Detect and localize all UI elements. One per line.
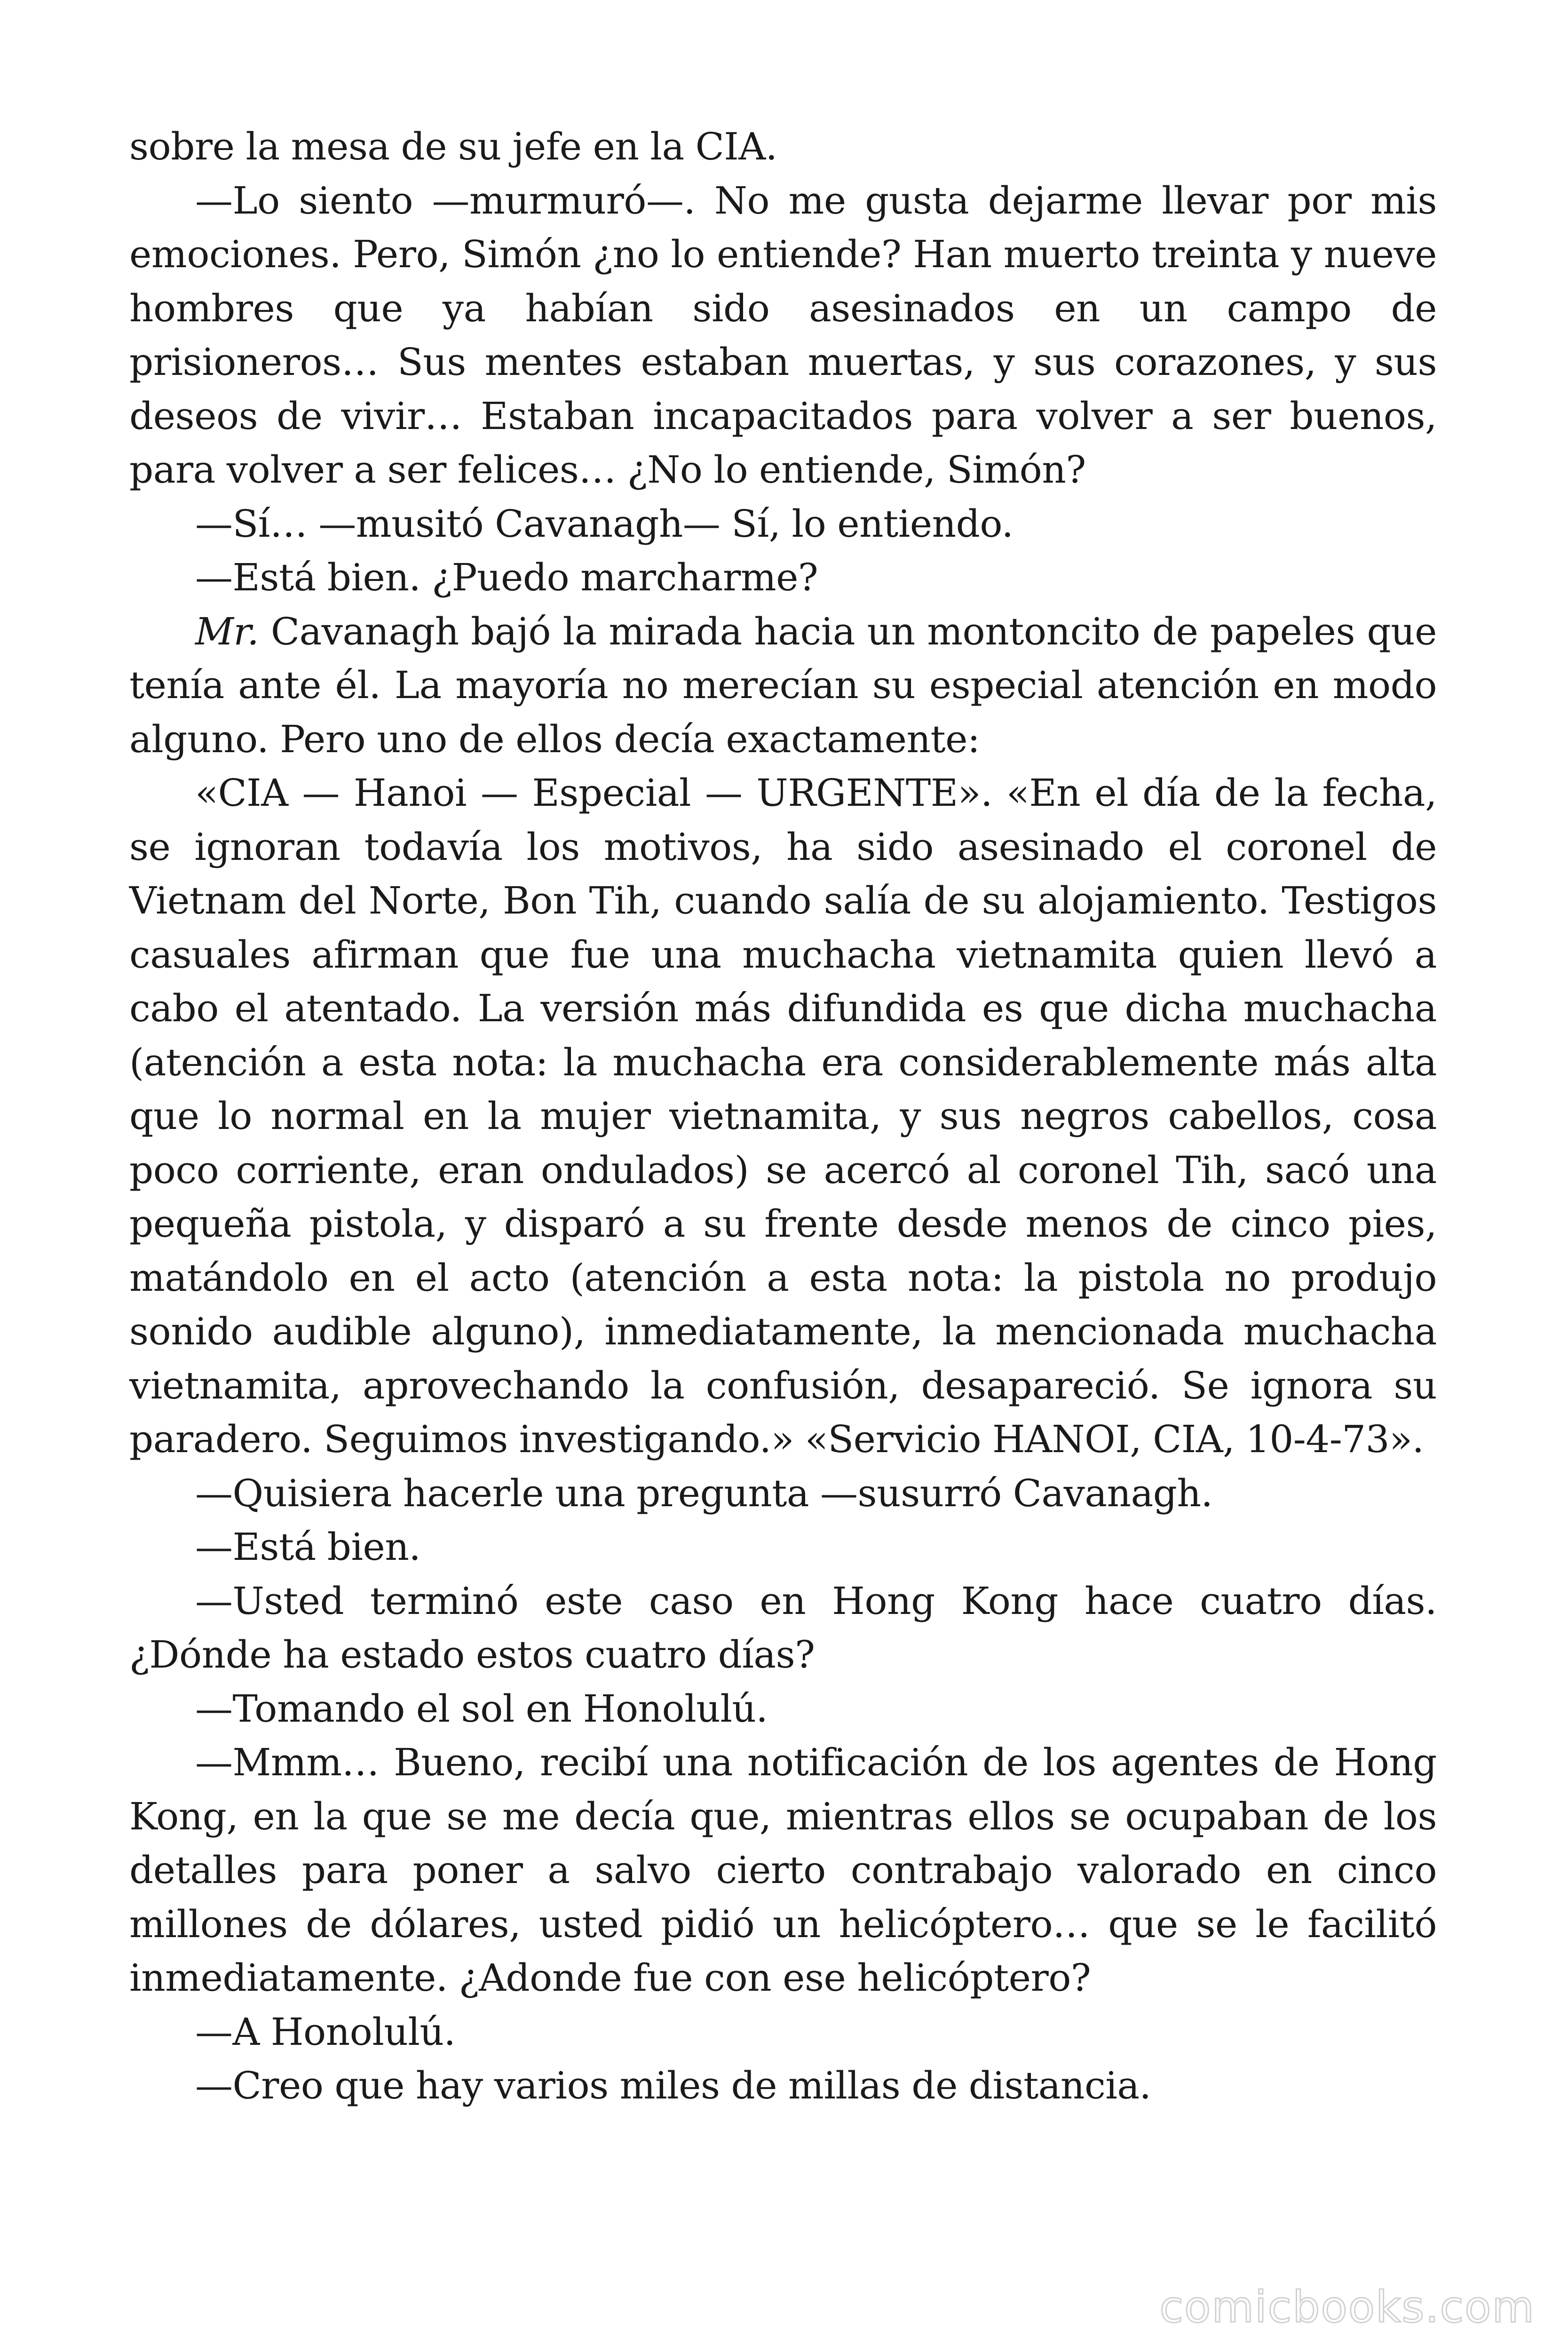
paragraph: —Lo siento —murmuró—. No me gusta dejarme llevar por mis emociones. Pero, Simón ¿no lo entiende? Han muerto treinta y nueve hombres que ya habían sido asesinados en un campo de prisioneros… Sus mentes estaban muertas, y sus corazones, y sus deseos de vivir… Estaban incapacitados para volver a ser buenos, para volver a ser felices… ¿No lo entiende, Simón? bbox=[129, 178, 1437, 492]
paragraph bbox=[129, 605, 1437, 767]
watermark: comicbooks.com bbox=[1159, 2282, 1535, 2332]
book-page-text bbox=[129, 120, 1437, 2113]
italic-mr: Mr. bbox=[195, 609, 259, 653]
paragraph: «CIA — Hanoi — Especial — URGENTE». «En el día de la fecha, se ignoran todavía los motivos, ha sido asesinado el coronel de Vietnam del Norte, Bon Tih, cuando salía de su alojamiento. Testigos casuales afirman que fue una muchacha vietnamita quien llevó a cabo el atentado. La versión más difundida es que dicha muchacha (atención a esta nota: la muchacha era considerablemente más alta que lo normal en la mujer vietnamita, y sus negros cabellos, cosa poco corriente, eran ondulados) se acercó al coronel Tih, sacó una pequeña pistola, y disparó a su frente desde menos de cinco pies, matándolo en el acto (atención a esta nota: la pistola no produjo sonido audible alguno), inmediatamente, la mencionada muchacha vietnamita, aprovechando la confusión, desapareció. Se ignora su paradero. Seguimos investigando.» «Servicio HANOI, CIA, 10-4-73». bbox=[129, 771, 1437, 1461]
paragraph: —Sí… —musitó Cavanagh— Sí, lo entiendo. bbox=[195, 501, 1014, 546]
paragraph: —Está bien. bbox=[195, 1525, 421, 1569]
paragraph: —Quisiera hacerle una pregunta —susurró Cavanagh. bbox=[195, 1471, 1213, 1515]
paragraph: —Creo que hay varios miles de millas de distancia. bbox=[195, 2064, 1151, 2107]
paragraph: —Usted terminó este caso en Hong Kong hace cuatro días. ¿Dónde ha estado estos cuatro días? bbox=[129, 1579, 1437, 1677]
paragraph: —A Honolulú. bbox=[195, 2010, 456, 2054]
paragraph: sobre la mesa de su jefe en la CIA. bbox=[129, 125, 777, 168]
paragraph: —Mmm… Bueno, recibí una notificación de los agentes de Hong Kong, en la que se me decía que, mientras ellos se ocupaban de los detalles para poner a salvo cierto contrabajo valorado en cinco millones de dólares, usted pidió un helicóptero… que se le facilitó inmediatamente. ¿Adonde fue con ese helicóptero? bbox=[129, 1740, 1437, 2000]
paragraph: —Tomando el sol en Honolulú. bbox=[195, 1686, 768, 1731]
paragraph: —Está bien. ¿Puedo marcharme? bbox=[195, 556, 818, 599]
paragraph-text: Cavanagh bajó la mirada hacia un montoncito de papeles que tenía ante él. La mayoría no merecían su especial atención en modo alguno. Pero uno de ellos decía exactamente: bbox=[129, 609, 1437, 761]
